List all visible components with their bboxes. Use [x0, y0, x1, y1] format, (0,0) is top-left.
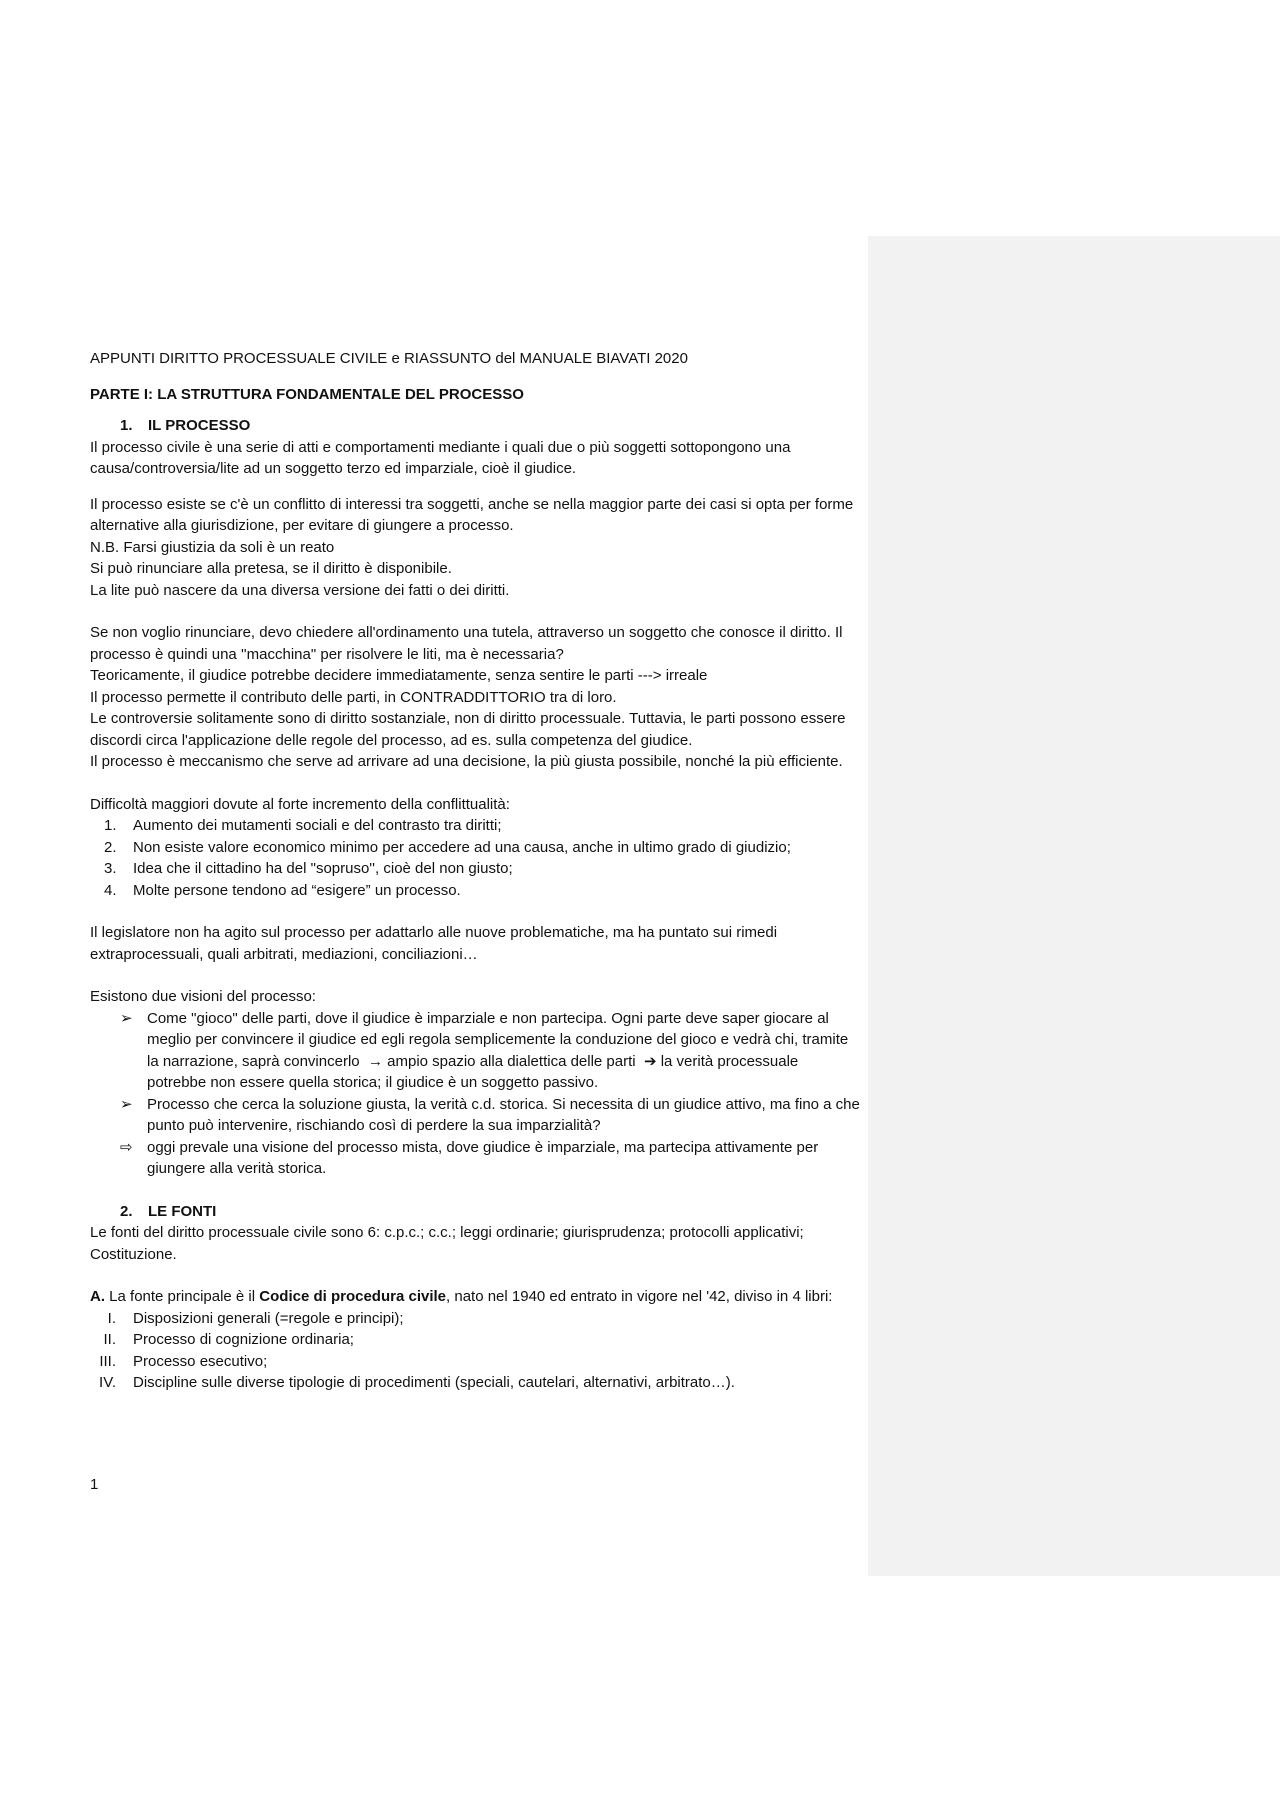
hollow-arrow-bullet-icon: ⇨	[120, 1138, 133, 1156]
list-item-text: Processo di cognizione ordinaria;	[133, 1331, 354, 1348]
list-item	[90, 1351, 860, 1373]
list-item	[90, 837, 860, 859]
part-title: PARTE I: LA STRUTTURA FONDAMENTALE DEL PROCESSO	[90, 385, 524, 403]
list-marker: II.	[103, 1331, 116, 1348]
list-item	[90, 1329, 860, 1351]
list-item-text: Aumento dei mutamenti sociali e del contrasto tra diritti;	[133, 817, 502, 834]
paragraph: La lite può nascere da una diversa versione dei fatti o dei diritti.	[90, 581, 510, 599]
list-marker: IV.	[99, 1374, 116, 1391]
right-arrow-icon: →	[363, 1052, 388, 1070]
list-item-text: Come "gioco" delle parti, dove il giudice è imparziale e non partecipa. Ogni parte deve saper giocare al meglio per convincere il giudice ed egli regola semplicemente la conduzione del gioco e vedrà chi, tramite la narrazione, saprà convincerlo	[147, 1009, 849, 1070]
paragraph: Il processo è meccanismo che serve ad arrivare ad una decisione, la più giusta possibile, nonché la più efficiente.	[90, 753, 843, 770]
visions-list	[90, 1008, 860, 1180]
bold-right-arrow-icon: ➔	[639, 1052, 661, 1070]
list-item-text: Idea che il cittadino ha del "sopruso'', cioè del non giusto;	[133, 860, 513, 877]
paragraph-text: , nato nel 1940 ed entrato in vigore nel '42, diviso in 4 libri:	[446, 1288, 833, 1305]
list-item-text: Non esiste valore economico minimo per accedere ad una causa, anche in ultimo grado di giudizio;	[133, 838, 791, 856]
list-marker: III.	[99, 1352, 116, 1370]
paragraph: Le fonti del diritto processuale civile sono 6: c.p.c.; c.c.; leggi ordinarie; giurisprudenza; protocolli applicativi; Costituzione.	[90, 1224, 804, 1263]
section-heading-fonti	[90, 1201, 860, 1223]
books-list	[90, 1308, 860, 1394]
page-number: 1	[90, 1476, 99, 1493]
paragraph-codice	[90, 1286, 860, 1308]
nota-bene: N.B. Farsi giustizia da soli è un reato	[90, 538, 335, 556]
list-item	[90, 1372, 860, 1394]
list-marker: 3.	[104, 860, 117, 877]
list-marker: I.	[107, 1309, 116, 1327]
section-number: 2.	[120, 1202, 133, 1220]
section-number: 1.	[120, 417, 133, 434]
section-heading-processo	[90, 415, 860, 437]
section-title: LE FONTI	[148, 1202, 217, 1220]
paragraph: Il legislatore non ha agito sul processo per adattarlo alle nuove problematiche, ma ha puntato sui rimedi extraprocessuali, quali arbitrati, mediazioni, conciliazioni…	[90, 924, 778, 963]
list-intro: Esistono due visioni del processo:	[90, 988, 316, 1005]
list-item-text: Processo esecutivo;	[133, 1352, 268, 1370]
arrowhead-bullet-icon: ➢	[120, 1095, 133, 1113]
paragraph: Se non voglio rinunciare, devo chiedere all'ordinamento una tutela, attraverso un soggetto che conosce il diritto. Il processo è quindi una ''macchina" per risolvere le liti, ma è necessaria?	[90, 624, 843, 663]
list-item-text: ampio spazio alla dialettica delle parti	[387, 1052, 636, 1070]
comment-margin-pane	[868, 236, 1280, 1576]
document-header-line: APPUNTI DIRITTO PROCESSUALE CIVILE e RIASSUNTO del MANUALE BIAVATI 2020	[90, 350, 688, 367]
list-item-text: Discipline sulle diverse tipologie di procedimenti (speciali, cautelari, alternativi, arbitrato…).	[133, 1374, 735, 1391]
list-item-text: la verità processuale potrebbe non essere quella storica; il giudice è un soggetto passivo.	[147, 1052, 799, 1091]
list-item	[90, 1094, 860, 1137]
list-item-text: oggi prevale una visione del processo mista, dove giudice è imparziale, ma partecipa attivamente per giungere alla verità storica.	[147, 1138, 819, 1177]
list-item	[90, 1137, 860, 1180]
list-marker: 4.	[104, 881, 117, 899]
document-body	[90, 348, 860, 1394]
list-item-text: Processo che cerca la soluzione giusta, la verità c.d. storica. Si necessita di un giudice attivo, ma fino a che punto può intervenire, rischiando così di perdere la sua imparzialità?	[147, 1095, 860, 1134]
list-intro: Difficoltà maggiori dovute al forte incremento della conflittualità:	[90, 795, 510, 813]
section-title: IL PROCESSO	[148, 417, 251, 434]
list-item	[90, 880, 860, 902]
paragraph: Il processo permette il contributo delle parti, in CONTRADDITTORIO tra di loro.	[90, 688, 617, 706]
list-item	[90, 1308, 860, 1330]
list-marker: 1.	[104, 817, 117, 834]
arrowhead-bullet-icon: ➢	[120, 1009, 133, 1027]
list-item-text: Molte persone tendono ad “esigere” un processo.	[133, 881, 461, 899]
paragraph-label: A.	[90, 1288, 105, 1305]
paragraph: Il processo civile è una serie di atti e comportamenti mediante i quali due o più soggetti sottopongono una causa/controversia/lite ad un soggetto terzo ed imparziale, cioè il giudice.	[90, 438, 791, 477]
difficulties-list	[90, 815, 860, 901]
paragraph: Si può rinunciare alla pretesa, se il diritto è disponibile.	[90, 560, 452, 577]
list-marker: 2.	[104, 838, 117, 856]
list-item-text: Disposizioni generali (=regole e principi);	[133, 1309, 404, 1327]
list-item	[90, 1008, 860, 1094]
list-item	[90, 858, 860, 880]
paragraph-text: La fonte principale è il	[109, 1288, 256, 1305]
paragraph-bold-term: Codice di procedura civile	[259, 1288, 447, 1305]
list-item	[90, 815, 860, 837]
paragraph: Le controversie solitamente sono di diritto sostanziale, non di diritto processuale. Tuttavia, le parti possono essere discordi circa l'applicazione delle regole del processo, ad es. sulla competenza del giudice.	[90, 710, 846, 749]
paragraph: Teoricamente, il giudice potrebbe decidere immediatamente, senza sentire le parti ---> irreale	[90, 667, 708, 684]
paragraph: Il processo esiste se c'è un conflitto di interessi tra soggetti, anche se nella maggior parte dei casi si opta per forme alternative alla giurisdizione, per evitare di giungere a processo.	[90, 495, 854, 534]
